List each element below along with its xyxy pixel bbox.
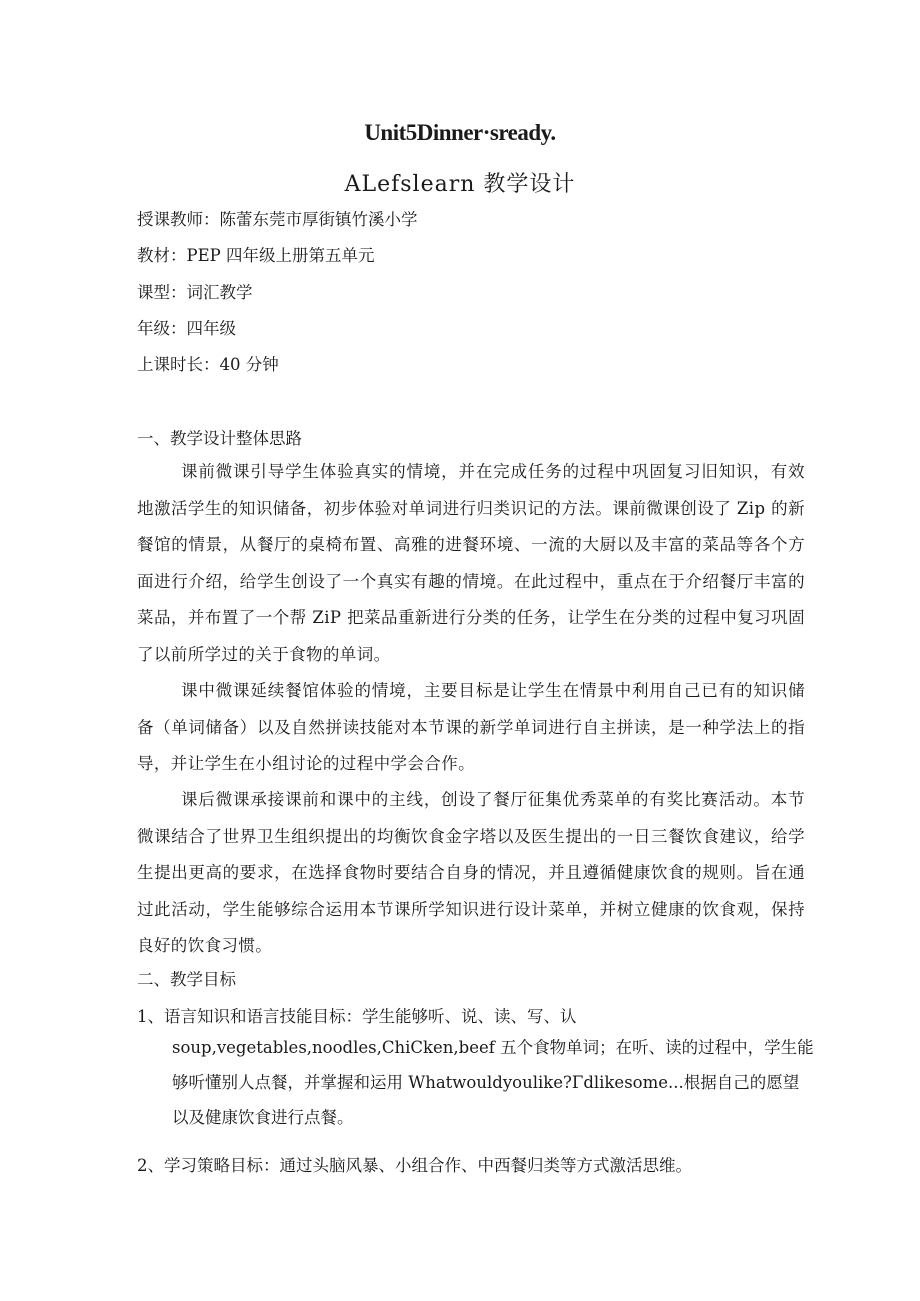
section1-heading: 一、教学设计整体思路 [137,429,302,448]
section1-paragraph-1: 课前微课引导学生体验真实的情境，并在完成任务的过程中巩固复习旧知识，有效地激活学生的知识储备，初步体验对单词进行归类识记的方法。课前微课创设了 Zip 的新餐馆的情景，从餐厅的桌椅布置、高雅的进餐环境、一流的大厨以及丰富的菜品等各个方面进行介绍，给学生创设了一个真实有趣的情境。在此过程中，重点在于介绍餐厅丰富的菜品，并布置了一个帮 ZiP 把菜品重新进行分类的任务，让学生在分类的过程中复习巩固了以前所学过的关于食物的单词。 [137,462,805,664]
lesson-type-info: 课型：词汇教学 [137,283,253,302]
objective-1-line-1: soup,vegetables,noodles,ChiCken,beef 五个食物单词；在听、读的过程中，学生能 [172,1038,814,1057]
objective-2-heading: 2、学习策略目标：通过头脑风暴、小组合作、中西餐归类等方式激活思维。 [137,1156,692,1175]
duration-info: 上课时长：40 分钟 [137,355,279,374]
objective-1-line-2: 够听懂别人点餐，并掌握和运用 Whatwouldyoulike?Γdlikesome...根据自己的愿望 [172,1073,800,1092]
document-subtitle: ALefslearn 教学设计 [344,172,576,197]
grade-info: 年级：四年级 [137,319,236,338]
section1-paragraph-2: 课中微课延续餐馆体验的情境，主要目标是让学生在情景中利用自己已有的知识储备（单词储备）以及自然拼读技能对本节课的新学单词进行自主拼读，是一种学法上的指导，并让学生在小组讨论的过程中学会合作。 [137,681,805,773]
objective-1-content [172,1030,814,1135]
document-title: Unit5Dinner·sready. [364,120,556,145]
objective-1-line-3: 以及健康饮食进行点餐。 [172,1108,354,1127]
teacher-info: 授课教师：陈蕾东莞市厚街镇竹溪小学 [137,210,418,229]
objective-1-heading: 1、语言知识和语言技能目标：学生能够听、说、读、写、认 [137,1007,577,1026]
section2-heading: 二、教学目标 [137,970,236,989]
section1-paragraph-3: 课后微课承接课前和课中的主线，创设了餐厅征集优秀菜单的有奖比赛活动。本节微课结合了世界卫生组织提出的均衡饮食金字塔以及医生提出的一日三餐饮食建议，给学生提出更高的要求，在选择食物时要结合自身的情况，并且遵循健康饮食的规则。旨在通过此活动，学生能够综合运用本节课所学知识进行设计菜单，并树立健康的饮食观，保持良好的饮食习惯。 [137,790,805,955]
textbook-info: 教材：PEP 四年级上册第五单元 [137,246,375,265]
